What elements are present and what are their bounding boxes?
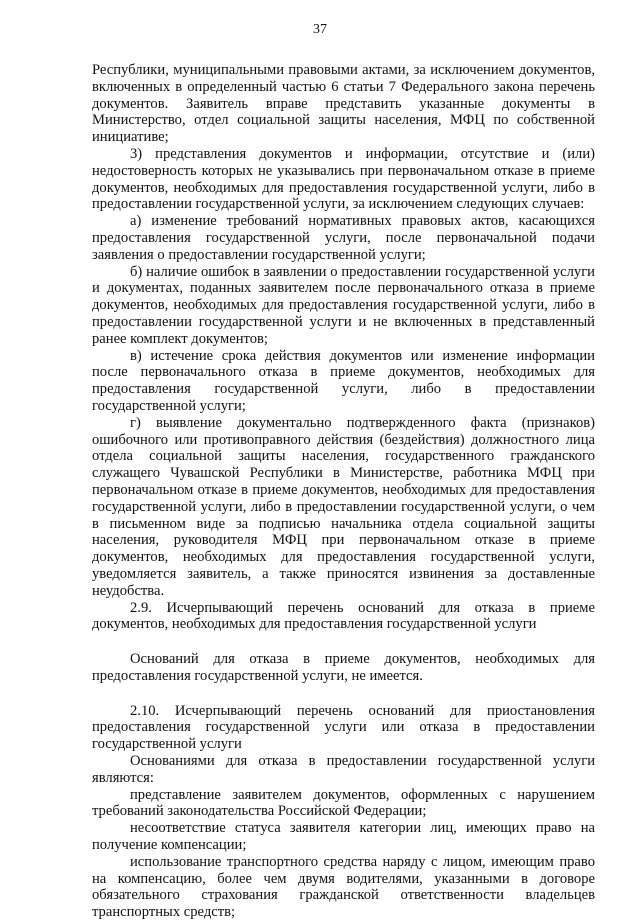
section-heading-2-10: 2.10. Исчерпывающий перечень оснований для приостановления предоставления государственной услуги или отказа в предоставлении государственной услуги	[92, 702, 595, 753]
paragraph-subitem-a: а) изменение требований нормативных правовых актов, касающихся предоставления государственной услуги, после первоначальной подачи заявления о предоставлении государственной услуги;	[92, 213, 595, 263]
paragraph-grounds-intro: Основаниями для отказа в предоставлении государственной услуги являются:	[92, 753, 595, 786]
paragraph-ground-2: несоответствие статуса заявителя категории лиц, имеющих право на получение компенсации;	[92, 820, 595, 854]
paragraph-subitem-v: в) истечение срока действия документов или изменение информации после первоначального отказа в приеме документов, необходимых для предоставления государственной услуги, либо в предоставлении государственной услуги;	[92, 347, 595, 414]
paragraph-ground-1: представление заявителем документов, оформленных с нарушением требований законодательства Российской Федерации;	[92, 786, 595, 820]
paragraph-item-3: 3) представления документов и информации, отсутствие и (или) недостоверность которых не указывались при первоначальном отказе в приеме документов, необходимых для предоставления государственной услуги, либо в предоставлении государственной услуги, за исключением следующих случаев:	[92, 145, 595, 213]
section-heading-2-9: 2.9. Исчерпывающий перечень оснований для отказа в приеме документов, необходимых для предоставления государственной услуги	[92, 599, 595, 633]
spacer	[92, 685, 595, 703]
paragraph-subitem-g: г) выявление документально подтвержденного факта (признаков) ошибочного или противоправного действия (бездействия) должностного лица отдела социальной защиты населения, государственного гражданского служащего Чувашской Республики в Министерстве, работника МФЦ при первоначальном отказе в приеме документов, необходимых для предоставления государственной услуги, либо в предоставлении государственной услуги, о чем в письменном виде за подписью начальника отдела социальной защиты населения, руководителя МФЦ при первоначальном отказе в приеме документов, необходимых для предоставления государственной услуги, уведомляется заявитель, а также приносятся извинения за доставленные неудобства.	[92, 414, 595, 599]
paragraph-ground-3: использование транспортного средства наряду с лицом, имеющим право на компенсацию, более чем двумя водителями, указанными в договоре обязательного страхования гражданской ответственности владельцев транспортных средств;	[92, 853, 595, 921]
paragraph-subitem-b: б) наличие ошибок в заявлении о предоставлении государственной услуги и документах, поданных заявителем после первоначального отказа в приеме документов, необходимых для предоставления государственной услуги, либо в предоставлении государственной услуги и не включенных в представленный ранее комплект документов;	[92, 263, 595, 347]
paragraph-no-grounds: Оснований для отказа в приеме документов, необходимых для предоставления государственной услуги, не имеется.	[92, 651, 595, 684]
document-body	[92, 62, 595, 921]
page-number: 37	[313, 22, 327, 37]
paragraph-continuation: Республики, муниципальными правовыми актами, за исключением документов, включенных в определенный частью 6 статьи 7 Федерального закона перечень документов. Заявитель вправе представить указанные документы в Министерство, отдел социальной защиты населения, МФЦ по собственной инициативе;	[92, 62, 595, 146]
spacer	[92, 633, 595, 651]
